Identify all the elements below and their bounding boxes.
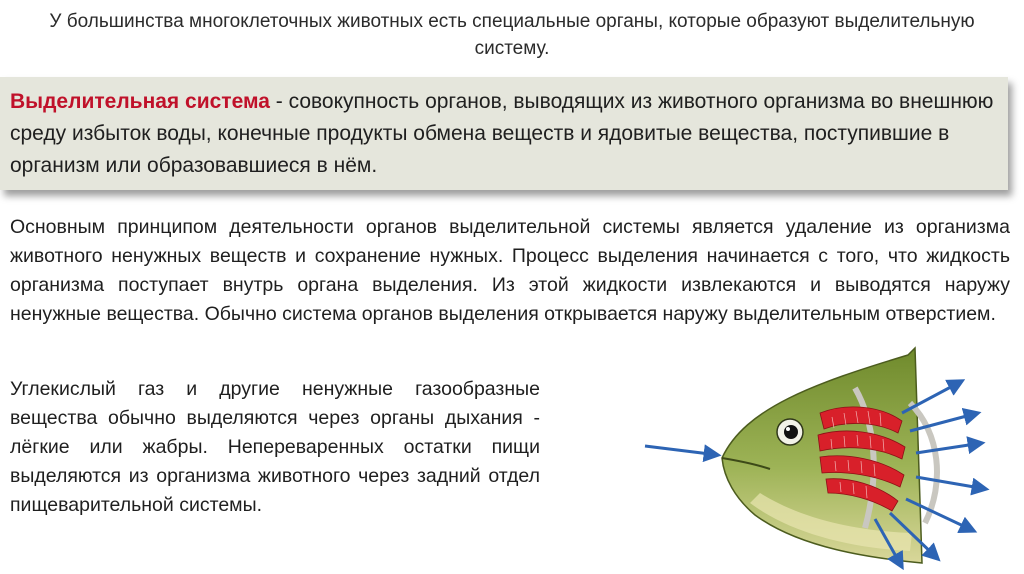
fish-gills-icon — [640, 343, 1020, 574]
principle-paragraph: Основным принципом деятельности органов выделительной системы является удаление из организма животного ненужных веществ и сохранение нужных. Процесс выделения начинается с того, что жидкость организма поступает внутрь органа выделения. Из этой жидкости извлекаются и выводятся наружу ненужные вещества. Обычно система органов выделения открывается наружу выделительным отверстием. — [10, 216, 1010, 325]
definition-term: Выделительная система — [10, 90, 270, 113]
definition-body: - совокупность органов, выводящих из животного организма во внешнюю среду избыток воды, конечные продукты обмена веществ и ядовитые вещества, поступившие в организм или образовавшиеся в нём. — [10, 90, 994, 177]
gas-excretion-paragraph: Углекислый газ и другие ненужные газообразные вещества обычно выделяются через органы дыхания - лёгкие или жабры. Непереваренных остатки пищи выделяются из организма животного через задний отдел пищеварительной системы. — [10, 378, 540, 516]
slide-header: У большинства многоклеточных животных есть специальные органы, которые образуют выделительную систему. — [49, 11, 975, 59]
definition-text — [10, 86, 1000, 182]
